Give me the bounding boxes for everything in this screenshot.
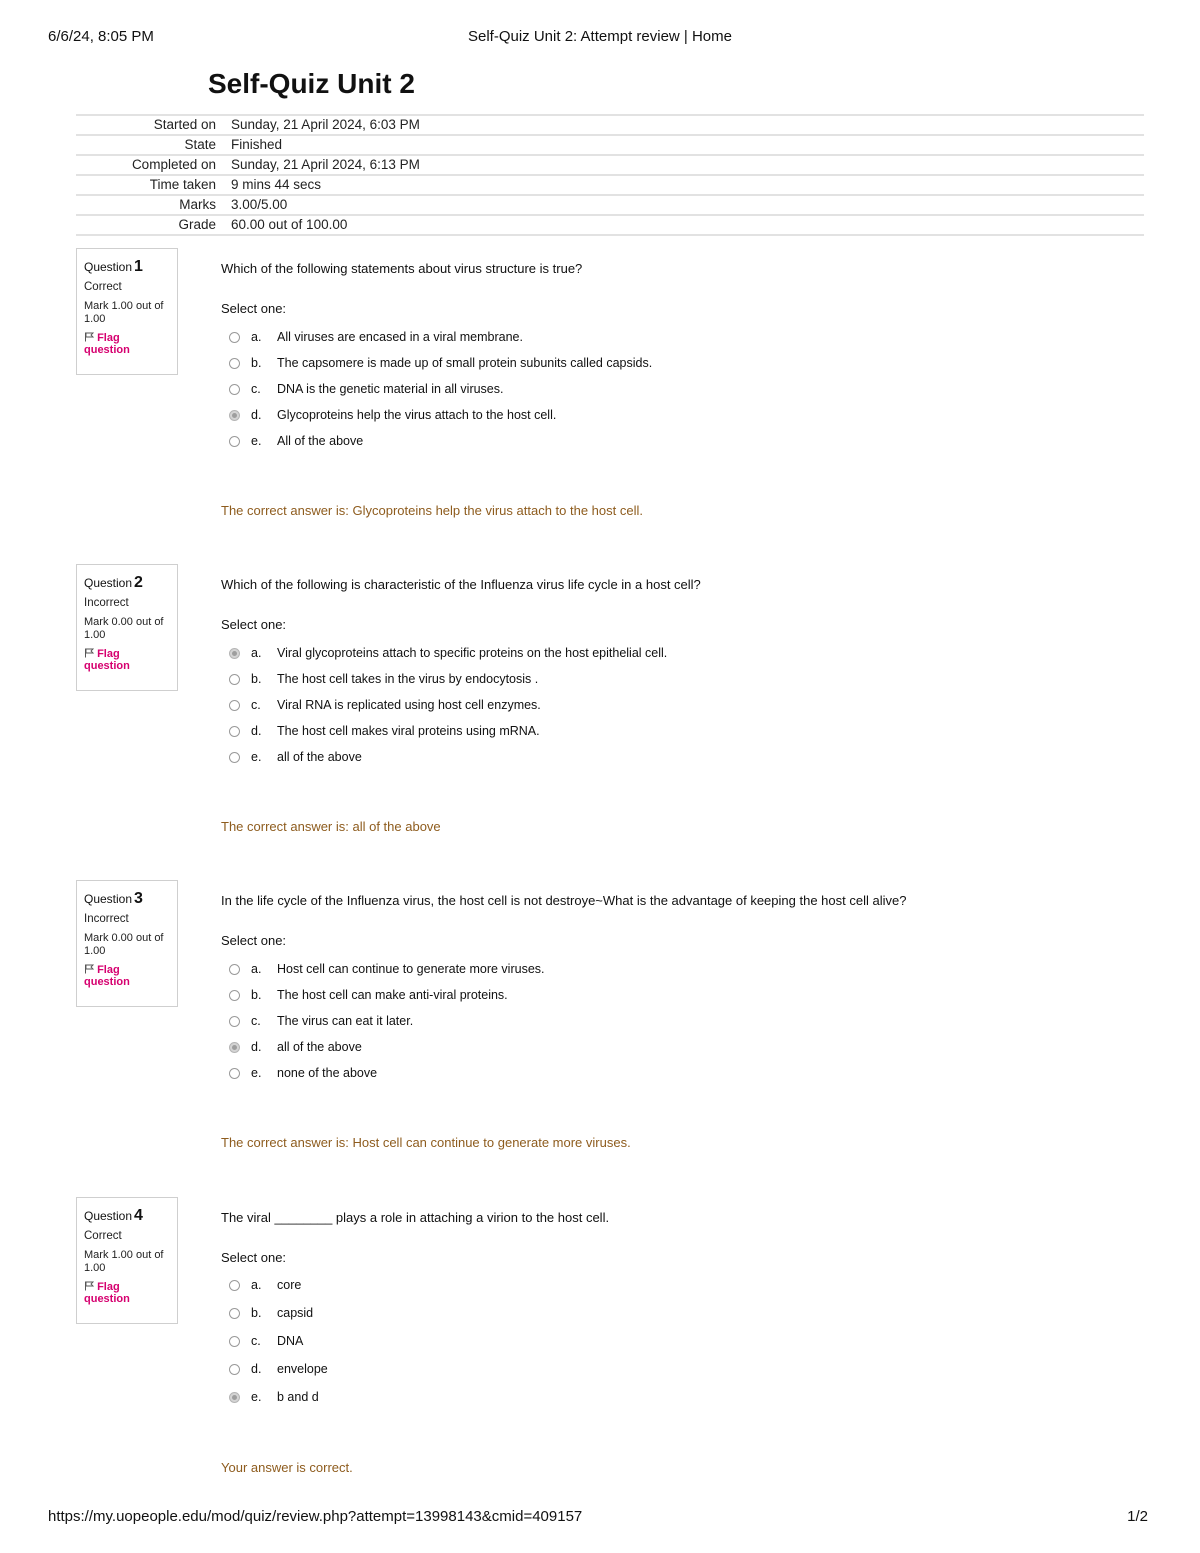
summary-row-marks xyxy=(76,196,1144,216)
question-info-box xyxy=(76,880,178,1007)
summary-label: Completed on xyxy=(131,157,216,172)
question-number: Question 4 xyxy=(84,1207,143,1224)
flag-question-link[interactable]: Flag question xyxy=(84,964,130,988)
question-info-box xyxy=(76,1197,178,1324)
print-header xyxy=(48,28,1152,48)
radio-button[interactable] xyxy=(229,384,240,395)
summary-label: Started on xyxy=(153,117,216,132)
select-one-prompt: Select one: xyxy=(221,617,287,632)
summary-value: Sunday, 21 April 2024, 6:03 PM xyxy=(231,117,420,132)
radio-button[interactable] xyxy=(229,964,240,975)
radio-button[interactable] xyxy=(229,332,240,343)
summary-value: 9 mins 44 secs xyxy=(231,177,322,192)
question-text: The viral ________ plays a role in attaching a virion to the host cell. xyxy=(221,1210,610,1225)
summary-row-grade xyxy=(76,216,1144,236)
question-3: Question 3 Incorrect Mark 0.00 out of 1.00 Flag question In the life cycle of the Influenza virus, the host cell is not destroye~What is the advantage of keeping the host cell alive? Select one: a. Host cell can continue to generate more viruses. b. The host cell can make anti-viral proteins. c. The virus can eat it later. d. all of the above e. none of the above The correct answer is: Host cell can continue to generate more viruses. xyxy=(76,880,1156,1170)
print-url: https://my.uopeople.edu/mod/quiz/review.php?attempt=13998143&cmid=409157 xyxy=(48,1508,583,1525)
question-state: Correct xyxy=(84,281,122,293)
summary-row-completed xyxy=(76,156,1144,176)
answer-feedback: Your answer is correct. xyxy=(221,1460,353,1475)
flag-question-link[interactable]: Flag question xyxy=(84,648,130,672)
question-state: Incorrect xyxy=(84,597,129,609)
summary-label: Time taken xyxy=(149,177,216,192)
question-text: In the life cycle of the Influenza virus, the host cell is not destroye~What is the advantage of keeping the host cell alive? xyxy=(221,893,907,908)
answer-feedback: The correct answer is: Glycoproteins help the virus attach to the host cell. xyxy=(221,503,643,518)
summary-value: 60.00 out of 100.00 xyxy=(231,217,348,232)
summary-row-started xyxy=(76,116,1144,136)
print-document-title: Self-Quiz Unit 2: Attempt review | Home xyxy=(468,28,732,45)
question-grade: Mark 0.00 out of 1.00 xyxy=(84,616,164,641)
question-number: Question 2 xyxy=(84,574,143,591)
question-number: Question 3 xyxy=(84,890,143,907)
select-one-prompt: Select one: xyxy=(221,301,287,316)
attempt-summary-table xyxy=(76,114,1144,236)
print-footer xyxy=(48,1508,1148,1528)
question-text: Which of the following is characteristic of the Influenza virus life cycle in a host cell? xyxy=(221,577,701,592)
question-state: Incorrect xyxy=(84,913,129,925)
summary-row-state xyxy=(76,136,1144,156)
flag-question-link[interactable]: Flag question xyxy=(84,332,130,356)
radio-button[interactable] xyxy=(229,410,240,421)
question-grade: Mark 0.00 out of 1.00 xyxy=(84,932,164,957)
question-2: Question 2 Incorrect Mark 0.00 out of 1.00 Flag question Which of the following is characteristic of the Influenza virus life cycle in a host cell? Select one: a. Viral glycoproteins attach to specific proteins on the host epithelial cell. b. The host cell takes in the virus by endocytosis . c. Viral RNA is replicated using host cell enzymes. d. The host cell makes viral proteins using mRNA. e. all of the above The correct answer is: all of the above xyxy=(76,564,1156,854)
question-info-box xyxy=(76,564,178,691)
radio-button[interactable] xyxy=(229,700,240,711)
radio-button[interactable] xyxy=(229,726,240,737)
radio-button[interactable] xyxy=(229,1068,240,1079)
question-text: Which of the following statements about virus structure is true? xyxy=(221,261,583,276)
radio-button[interactable] xyxy=(229,1364,240,1375)
question-state: Correct xyxy=(84,1230,122,1242)
radio-button[interactable] xyxy=(229,752,240,763)
question-4: Question 4 Correct Mark 1.00 out of 1.00 Flag question The viral ________ plays a role in attaching a virion to the host cell. Select one: a. core b. capsid c. DNA d. envelope e. b and d Your answer is correct. xyxy=(76,1197,1156,1487)
summary-value: Finished xyxy=(231,137,283,152)
question-1: Question 1 Correct Mark 1.00 out of 1.00 Flag question Which of the following statements about virus structure is true? Select one: a. All viruses are encased in a viral membrane. b. The capsomere is made up of small protein subunits called capsids. c. DNA is the genetic material in all viruses. d. Glycoproteins help the virus attach to the host cell. e. All of the above The correct answer is: Glycoproteins help the virus attach to the host cell. xyxy=(76,248,1156,538)
radio-button[interactable] xyxy=(229,1392,240,1403)
question-number: Question 1 xyxy=(84,258,143,275)
radio-button[interactable] xyxy=(229,1016,240,1027)
summary-label: Grade xyxy=(178,217,216,232)
summary-label: State xyxy=(184,137,216,152)
question-grade: Mark 1.00 out of 1.00 xyxy=(84,300,164,325)
select-one-prompt: Select one: xyxy=(221,1250,287,1265)
flag-icon xyxy=(84,648,94,658)
summary-value: 3.00/5.00 xyxy=(231,197,288,212)
question-grade: Mark 1.00 out of 1.00 xyxy=(84,1249,164,1274)
question-info-box xyxy=(76,248,178,375)
flag-icon xyxy=(84,1281,94,1291)
radio-button[interactable] xyxy=(229,648,240,659)
radio-button[interactable] xyxy=(229,1042,240,1053)
summary-value: Sunday, 21 April 2024, 6:13 PM xyxy=(231,157,420,172)
summary-row-time-taken xyxy=(76,176,1144,196)
print-page-number: 1/2 xyxy=(1127,1508,1148,1525)
radio-button[interactable] xyxy=(229,358,240,369)
flag-icon xyxy=(84,332,94,342)
flag-icon xyxy=(84,964,94,974)
answer-feedback: The correct answer is: all of the above xyxy=(221,819,441,834)
summary-label: Marks xyxy=(179,197,216,212)
radio-button[interactable] xyxy=(229,436,240,447)
radio-button[interactable] xyxy=(229,1280,240,1291)
select-one-prompt: Select one: xyxy=(221,933,287,948)
page-title: Self-Quiz Unit 2 xyxy=(208,68,415,99)
radio-button[interactable] xyxy=(229,1336,240,1347)
flag-question-link[interactable]: Flag question xyxy=(84,1281,130,1305)
print-datetime: 6/6/24, 8:05 PM xyxy=(48,28,154,45)
answer-feedback: The correct answer is: Host cell can continue to generate more viruses. xyxy=(221,1135,631,1150)
radio-button[interactable] xyxy=(229,990,240,1001)
radio-button[interactable] xyxy=(229,1308,240,1319)
radio-button[interactable] xyxy=(229,674,240,685)
